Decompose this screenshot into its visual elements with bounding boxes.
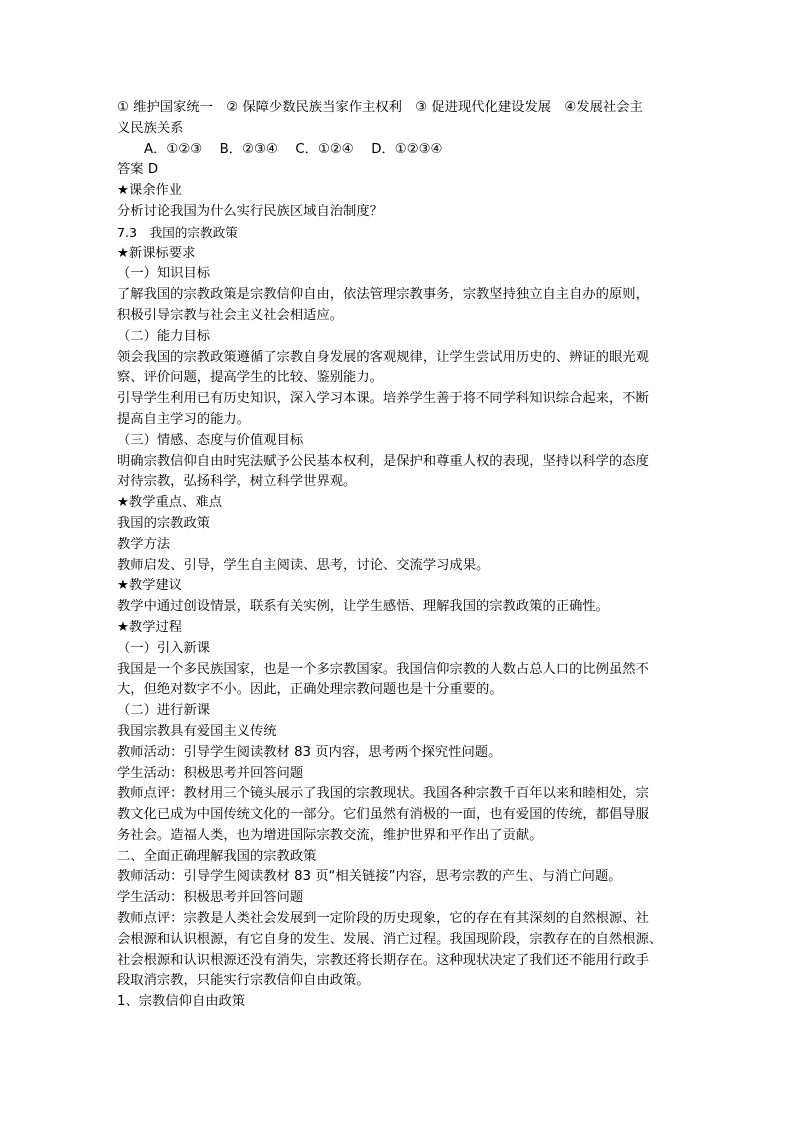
paragraph-line: 对待宗教，弘扬科学，树立科学世界观。 <box>117 474 357 490</box>
question-options-line-cont: 义民族关系 <box>117 120 184 136</box>
paragraph-line: 教学中通过创设情景，联系有关实例，让学生感悟、理解我国的宗教政策的正确性。 <box>117 599 609 615</box>
subheading-new-lesson: （二）进行新课 <box>117 703 211 719</box>
subheading-religious-freedom: 1、宗教信仰自由政策 <box>117 994 246 1010</box>
homework-text: 分析讨论我国为什么实行民族区域自治制度？ <box>117 203 383 219</box>
paragraph-line: 社会根源和认识根源还没有消失，宗教还将长期存在。这种现状决定了我们还不能用行政手 <box>117 952 649 968</box>
paragraph-line: 察、评价问题，提高学生的比较、鉴别能力。 <box>117 370 383 386</box>
paragraph-line: 提高自主学习的能力。 <box>117 411 250 427</box>
section-heading-standards: ★新课标要求 <box>117 245 196 261</box>
paragraph-line: 了解我国的宗教政策是宗教信仰自由，依法管理宗教事务，宗教坚持独立自主自办的原则， <box>117 287 649 303</box>
paragraph-line: 教师活动：引导学生阅读教材 83 页“相关链接”内容，思考宗教的产生、与消亡问题。 <box>117 869 622 885</box>
paragraph-line: 明确宗教信仰自由时宪法赋予公民基本权利，是保护和尊重人权的表现，坚持以科学的态度 <box>117 453 649 469</box>
subheading-intro: （一）引入新课 <box>117 640 211 656</box>
paragraph-line: 领会我国的宗教政策遵循了宗教自身发展的客观规律，让学生尝试用历史的、辨证的眼光观 <box>117 349 649 365</box>
section-heading-process: ★教学过程 <box>117 619 183 635</box>
paragraph-line: 学生活动：积极思考并回答问题 <box>117 765 304 781</box>
document-body <box>117 98 683 1013</box>
section-heading-homework: ★课余作业 <box>117 183 183 199</box>
paragraph-line: 我国是一个多民族国家，也是一个多宗教国家。我国信仰宗教的人数占总人口的比例虽然不 <box>117 661 649 677</box>
subheading-values: （三）情感、态度与价值观目标 <box>117 432 304 448</box>
paragraph-line: 务社会。造福人类，也为增进国际宗教交流，维护世界和平作出了贡献。 <box>117 827 543 843</box>
paragraph-line: 大，但绝对数字不小。因此，正确处理宗教问题也是十分重要的。 <box>117 682 503 698</box>
paragraph-line: 教师点评：宗教是人类社会发展到一定阶段的历史现象，它的存在有其深刻的自然根源、社 <box>117 911 649 927</box>
paragraph-line: 段取消宗教，只能实行宗教信仰自由政策。 <box>117 973 370 989</box>
subheading-knowledge: （一）知识目标 <box>117 266 211 282</box>
paragraph-line: 会根源和认识根源，有它自身的发生、发展、消亡过程。我国现阶段，宗教存在的自然根源、 <box>117 931 663 947</box>
paragraph-line: 引导学生利用已有历史知识，深入学习本课。培养学生善于将不同学科知识综合起来，不断 <box>117 391 649 407</box>
paragraph-line: 教师点评：教材用三个镜头展示了我国的宗教现状。我国各种宗教千百年以来和睦相处，宗 <box>117 786 649 802</box>
paragraph-line: 教文化已成为中国传统文化的一部分。它们虽然有消极的一面，也有爱国的传统，都倡导服 <box>117 807 649 823</box>
section-heading-keypoints: ★教学重点、难点 <box>117 495 222 511</box>
paragraph-line: 学生活动：积极思考并回答问题 <box>117 890 304 906</box>
paragraph-line: 教师启发、引导，学生自主阅读、思考，讨论、交流学习成果。 <box>117 557 490 573</box>
lesson-title: 7.3 我国的宗教政策 <box>117 224 238 240</box>
section-heading-suggestions: ★教学建议 <box>117 578 183 594</box>
answer-choices: A．①②③ B．②③④ C．①②④ D．①②③④ <box>144 141 443 157</box>
subheading-policy: 二、全面正确理解我国的宗教政策 <box>117 848 317 864</box>
subheading-methods: 教学方法 <box>117 536 171 552</box>
subheading-ability: （二）能力目标 <box>117 328 211 344</box>
paragraph-line: 我国的宗教政策 <box>117 515 211 531</box>
paragraph-line: 积极引导宗教与社会主义社会相适应。 <box>117 307 344 323</box>
question-options-line: ① 维护国家统一 ② 保障少数民族当家作主权利 ③ 促进现代化建设发展 ④发展社会主 <box>117 100 643 115</box>
answer-line: 答案 D <box>117 162 159 178</box>
paragraph-line: 教师活动：引导学生阅读教材 83 页内容，思考两个探究性问题。 <box>117 744 502 760</box>
paragraph-line: 我国宗教具有爱国主义传统 <box>117 723 277 739</box>
